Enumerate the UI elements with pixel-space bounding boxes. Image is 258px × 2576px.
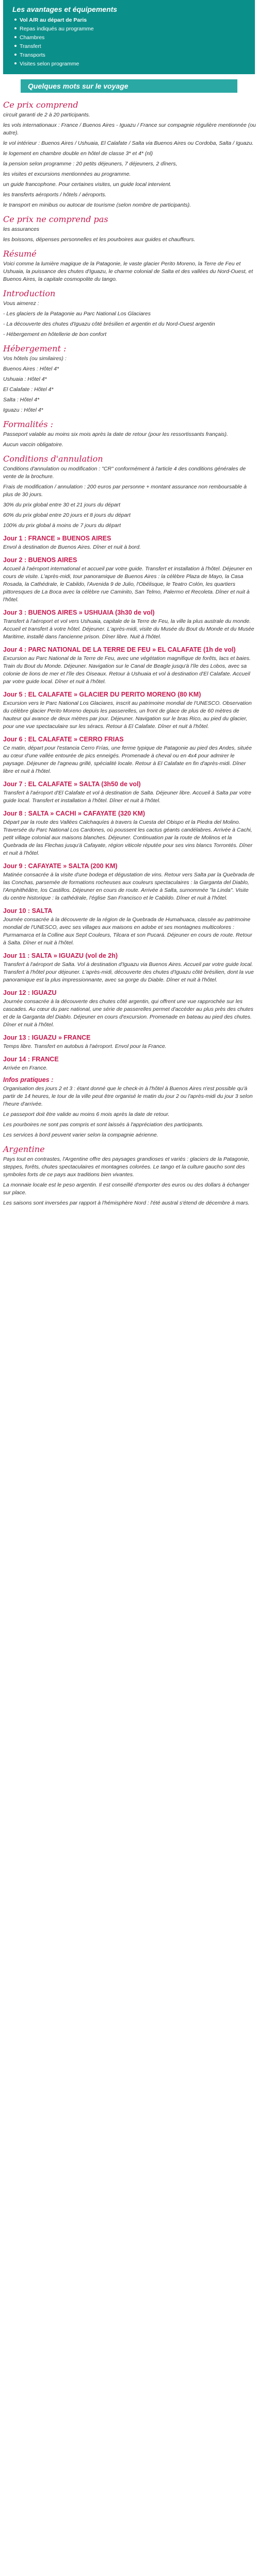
accommodation-title: Hébergement : (3, 344, 67, 353)
day-description: Transfert à l'aéroport et vol vers Ushuaia, capitale de la Terre de Feu, la ville la plus australe du monde. Accueil et transfert à votre hôtel. Déjeuner. L'après-midi, visite du Musée du Bout du Monde et du Musée Maritime, installé dans l'ancienne prison. Dîner libre. Nuit à l'hôtel. (3, 618, 254, 640)
summary-section (3, 249, 256, 283)
day-title: Jour 9 : CAFAYATE » SALTA (200 KM) (3, 862, 118, 870)
paragraph: Aucun vaccin obligatoire. (3, 442, 63, 448)
day-description: Matinée consacrée à la visite d'une bodega et dégustation de vins. Retour vers Salta par la Quebrada de las Conchas, parsemée de formations rocheuses aux couleurs spectaculaires : la Garganta del Diablo, l'Amphithéâtre, los Castillos. Déjeuner en cours de route. Arrivée à Salta, surnommée "la Linda". Visite du centre historique : la cathédrale, l'église San Francisco et le Cabildo. Dîner et nuit à l'hôtel. (3, 872, 255, 901)
advantage-item: Vol A/R au départ de Paris (20, 16, 248, 24)
day-description: Ce matin, départ pour l'estancia Cerro Frías, une ferme typique de Patagonie au pied des Andes, située au cœur d'une vallée entourée de pics enneigés. Promenade à cheval ou en 4x4 pour admirer le paysage. Déjeuner de l'agneau grillé, spécialité locale. Retour à El Calafate en fin d'après-midi. Dîner libre et nuit à l'hôtel. (3, 745, 252, 774)
paragraph: - Hébergement en hôtellerie de bon confort (3, 331, 107, 337)
advantage-item: Transports (20, 52, 248, 59)
day-description: Journée consacrée à la découverte des chutes côté argentin, qui offrent une vue rapprochée sur les cascades. Au cœur du parc national, une série de passerelles permet d'accéder au plus près des chutes et de la Garganta del Diablo. Déjeuner en cours d'excursion. Promenade en bateau au pied des chutes. Dîner et nuit à l'hôtel. (3, 998, 253, 1028)
paragraph: Passeport valable au moins six mois après la date de retour (pour les ressortissants français). (3, 431, 228, 437)
paragraph: le logement en chambre double en hôtel de classe 3* et 4* (nl) (3, 150, 153, 157)
advantage-item: Visites selon programme (20, 60, 248, 67)
paragraph: Ushuaia : Hôtel 4* (3, 376, 47, 382)
formalities-title: Formalités : (3, 419, 54, 429)
paragraph: les transferts aéroports / hôtels / aéroports. (3, 192, 107, 198)
advantage-item: Repas indiqués au programme (20, 25, 248, 32)
paragraph: - La découverte des chutes d'Iguazu côté brésilien et argentin et du Nord-Ouest argentin (3, 321, 215, 327)
day-description: Envol à destination de Buenos Aires. Dîner et nuit à bord. (3, 544, 141, 550)
practical-info-title: Infos pratiques : (3, 1076, 54, 1083)
day-description: Excursion au Parc National de la Terre de Feu, avec une végétation magnifique de forêts, lacs et baies. Train du Bout du Monde. Déjeuner. Navigation sur le Canal de Beagle jusqu'à l'île des Lobos, avec sa colonie de lions de mer et l'île des Oiseaux. Retour à Ushuaia et vol à destination d'El Calafate. Accueil par votre guide local. Dîner et nuit à l'hôtel. (3, 655, 251, 685)
day-description: Journée consacrée à la découverte de la région de la Quebrada de Humahuaca, classée au patrimoine mondial de l'UNESCO, avec ses villages aux maisons en adobe et ses montagnes multicolores : Purmamarca et la Colline aux Sept Couleurs, Tilcara et son Pucará. Déjeuner en cours de route. Retour à Salta. Dîner et nuit à l'hôtel. (3, 917, 252, 946)
trip-content (0, 100, 258, 1207)
day-description: Accueil à l'aéroport international et accueil par votre guide. Transfert et installation à l'hôtel. Déjeuner en cours de visite. L'après-midi, tour panoramique de Buenos Aires : la célèbre Plaza de Mayo, la Casa Rosada, la Cathédrale, le Cabildo, l'Avenida 9 de Julio, l'Obélisque, le Teatro Colón, les quartiers pittoresques de La Boca avec la célèbre rue Caminito, San Telmo, Palermo et Recoleta. Dîner et nuit à l'hôtel. (3, 566, 252, 603)
introduction-title: Introduction (3, 289, 56, 298)
paragraph: Vos hôtels (ou similaires) : (3, 355, 67, 362)
paragraph: les visites et excursions mentionnées au programme. (3, 171, 131, 177)
day-title: Jour 13 : IGUAZU » FRANCE (3, 1034, 91, 1041)
day-description: Excursion vers le Parc National Los Glaciares, inscrit au patrimoine mondial de l'UNESCO. Observation du célèbre glacier Perito Moreno depuis les passerelles, un front de glace de plus de 60 mètres de hauteur qui avance de deux mètres par jour. Déjeuner. Navigation sur le bras Rico, au pied du glacier, pour une vue spectaculaire sur les séracs. Retour à El Calafate. Dîner et nuit à l'hôtel. (3, 700, 252, 730)
day-title: Jour 11 : SALTA » IGUAZU (vol de 2h) (3, 952, 118, 959)
paragraph: Organisation des jours 2 et 3 : étant donné que le check-in à l'hôtel à Buenos Aires n'est possible qu'à partir de 14 heures, le tour de la ville peut être organisé le matin du jour 2 ou l'après-midi du jour 3 selon l'heure d'arrivée. (3, 1086, 253, 1107)
advantage-item: Chambres (20, 34, 248, 41)
day-description: Temps libre. Transfert en autobus à l'aéroport. Envol pour la France. (3, 1043, 167, 1049)
paragraph: Buenos Aires : Hôtel 4* (3, 366, 59, 372)
paragraph: Le passeport doit être valide au moins 6 mois après la date de retour. (3, 1111, 170, 1117)
paragraph: le transport en minibus ou autocar de tourisme (selon nombre de participants). (3, 202, 191, 208)
day-title: Jour 3 : BUENOS AIRES » USHUAIA (3h30 de vol) (3, 609, 155, 616)
paragraph: les vols internationaux : France / Buenos Aires - Iguazu / France sur compagnie régulière mentionnée (ou autre). (3, 122, 256, 136)
paragraph: Les saisons sont inversées par rapport à l'hémisphère Nord : l'été austral s'étend de décembre à mars. (3, 1200, 250, 1206)
paragraph: Les pourboires ne sont pas compris et sont laissés à l'appréciation des participants. (3, 1122, 204, 1128)
day-title: Jour 6 : EL CALAFATE » CERRO FRIAS (3, 736, 124, 743)
argentina-title: Argentine (3, 1144, 45, 1154)
introduction-section (3, 289, 256, 338)
paragraph: Conditions d'annulation ou modification : "CR" conformément à l'article 4 des conditions générales de vente de la brochure. (3, 466, 246, 480)
paragraph: 60% du prix global entre 20 jours et 8 jours du départ (3, 512, 131, 518)
practical-info-section (3, 1076, 256, 1139)
day-title: Jour 7 : EL CALAFATE » SALTA (3h50 de vol) (3, 781, 141, 788)
advantages-panel (3, 0, 255, 74)
day-description: Transfert à l'aéroport d'El Calafate et vol à destination de Salta. Déjeuner libre. Accueil à Salta par votre guide local. Transfert et installation à l'hôtel. Dîner et nuit à l'hôtel. (3, 790, 251, 804)
day-title: Jour 14 : FRANCE (3, 1056, 59, 1063)
paragraph: Les services à bord peuvent varier selon la compagnie aérienne. (3, 1132, 158, 1138)
day-description: Départ par la route des Vallées Calchaquíes à travers la Cuesta del Obispo et la Piedra del Molino. Traversée du Parc National Los Cardones, où poussent les cactus géants candélabres. Arrivée à Cachi, petit village colonial aux maisons blanches. Déjeuner. Continuation par la route de Molinos et la Quebrada de las Flechas jusqu'à Cafayate, région viticole réputée pour ses vins blancs Torrontés. Dîner et nuit à l'hôtel. (3, 819, 253, 856)
paragraph: Voici comme la lumière magique de la Patagonie, le vaste glacier Perito Moreno, la Terre de Feu et Ushuaia, la puissance des chutes d'Iguazu, le charme colonial de Salta et des vallées du Nord-Ouest, et Buenos Aires, la capitale cosmopolite du tango. (3, 261, 253, 282)
paragraph: un guide francophone. Pour certaines visites, un guide local intervient. (3, 181, 172, 188)
paragraph: la pension selon programme : 20 petits déjeuners, 7 déjeuners, 2 dîners, (3, 161, 178, 167)
day-title: Jour 1 : FRANCE » BUENOS AIRES (3, 535, 111, 542)
paragraph: Frais de modification / annulation : 200 euros par personne + montant assurance non remboursable à plus de 30 jours. (3, 484, 247, 498)
paragraph: les assurances (3, 226, 40, 232)
itinerary-section (3, 535, 256, 1072)
price-includes-title: Ce prix comprend (3, 100, 78, 110)
argentina-section (3, 1144, 256, 1207)
day-description: Transfert à l'aéroport de Salta. Vol à destination d'Iguazu via Buenos Aires. Accueil par votre guide local. Transfert à l'hôtel pour déjeuner. L'après-midi, découverte des chutes d'Iguazu côté brésilien, dont la vue panoramique est la plus impressionnante, avec sa gorge du Diable. Dîner et nuit à l'hôtel. (3, 961, 254, 983)
paragraph: 100% du prix global à moins de 7 jours du départ (3, 522, 121, 529)
day-title: Jour 10 : SALTA (3, 907, 53, 914)
day-title: Jour 2 : BUENOS AIRES (3, 556, 77, 564)
paragraph: La monnaie locale est le peso argentin. Il est conseillé d'emporter des euros ou des dollars à échanger sur place. (3, 1182, 250, 1196)
day-title: Jour 4 : PARC NATIONAL DE LA TERRE DE FEU » EL CALAFATE (1h de vol) (3, 646, 236, 653)
advantage-item: Transfert (20, 43, 248, 50)
formalities-section (3, 419, 256, 449)
accommodation-section (3, 344, 256, 414)
day-description: Arrivée en France. (3, 1065, 48, 1071)
paragraph: le vol intérieur : Buenos Aires / Ushuaia, El Calafate / Salta via Buenos Aires ou Cordoba, Salta / Iguazu. (3, 140, 254, 146)
cancellation-title: Conditions d'annulation (3, 454, 103, 464)
paragraph: circuit garanti de 2 à 20 participants. (3, 112, 90, 118)
paragraph: Iguazu : Hôtel 4* (3, 407, 43, 413)
summary-title: Résumé (3, 249, 37, 259)
price-includes-section (3, 100, 256, 209)
paragraph: El Calafate : Hôtel 4* (3, 386, 54, 393)
paragraph: les boissons, dépenses personnelles et les pourboires aux guides et chauffeurs. (3, 236, 196, 243)
cancellation-section (3, 454, 256, 530)
day-title: Jour 12 : IGUAZU (3, 989, 57, 996)
paragraph: 30% du prix global entre 30 et 21 jours du départ (3, 502, 121, 508)
advantages-list (12, 16, 248, 67)
paragraph: - Les glaciers de la Patagonie au Parc National Los Glaciares (3, 311, 151, 317)
day-title: Jour 8 : SALTA » CACHI » CAFAYATE (320 KM) (3, 810, 146, 817)
day-title: Jour 5 : EL CALAFATE » GLACIER DU PERITO MORENO (80 KM) (3, 691, 201, 698)
quelques-mots-banner: Quelques mots sur le voyage (21, 79, 237, 93)
paragraph: Pays tout en contrastes, l'Argentine offre des paysages grandioses et variés : glaciers de la Patagonie, steppes, forêts, chutes spectaculaires et montagnes colorées. Le tango et la culture gaucho sont des symboles forts de ce pays aux traditions bien vivantes. (3, 1156, 250, 1178)
advantages-title: Les avantages et équipements (12, 5, 118, 13)
price-excludes-title: Ce prix ne comprend pas (3, 214, 108, 224)
price-excludes-section (3, 214, 256, 244)
paragraph: Salta : Hôtel 4* (3, 397, 40, 403)
paragraph: Vous aimerez : (3, 300, 39, 307)
